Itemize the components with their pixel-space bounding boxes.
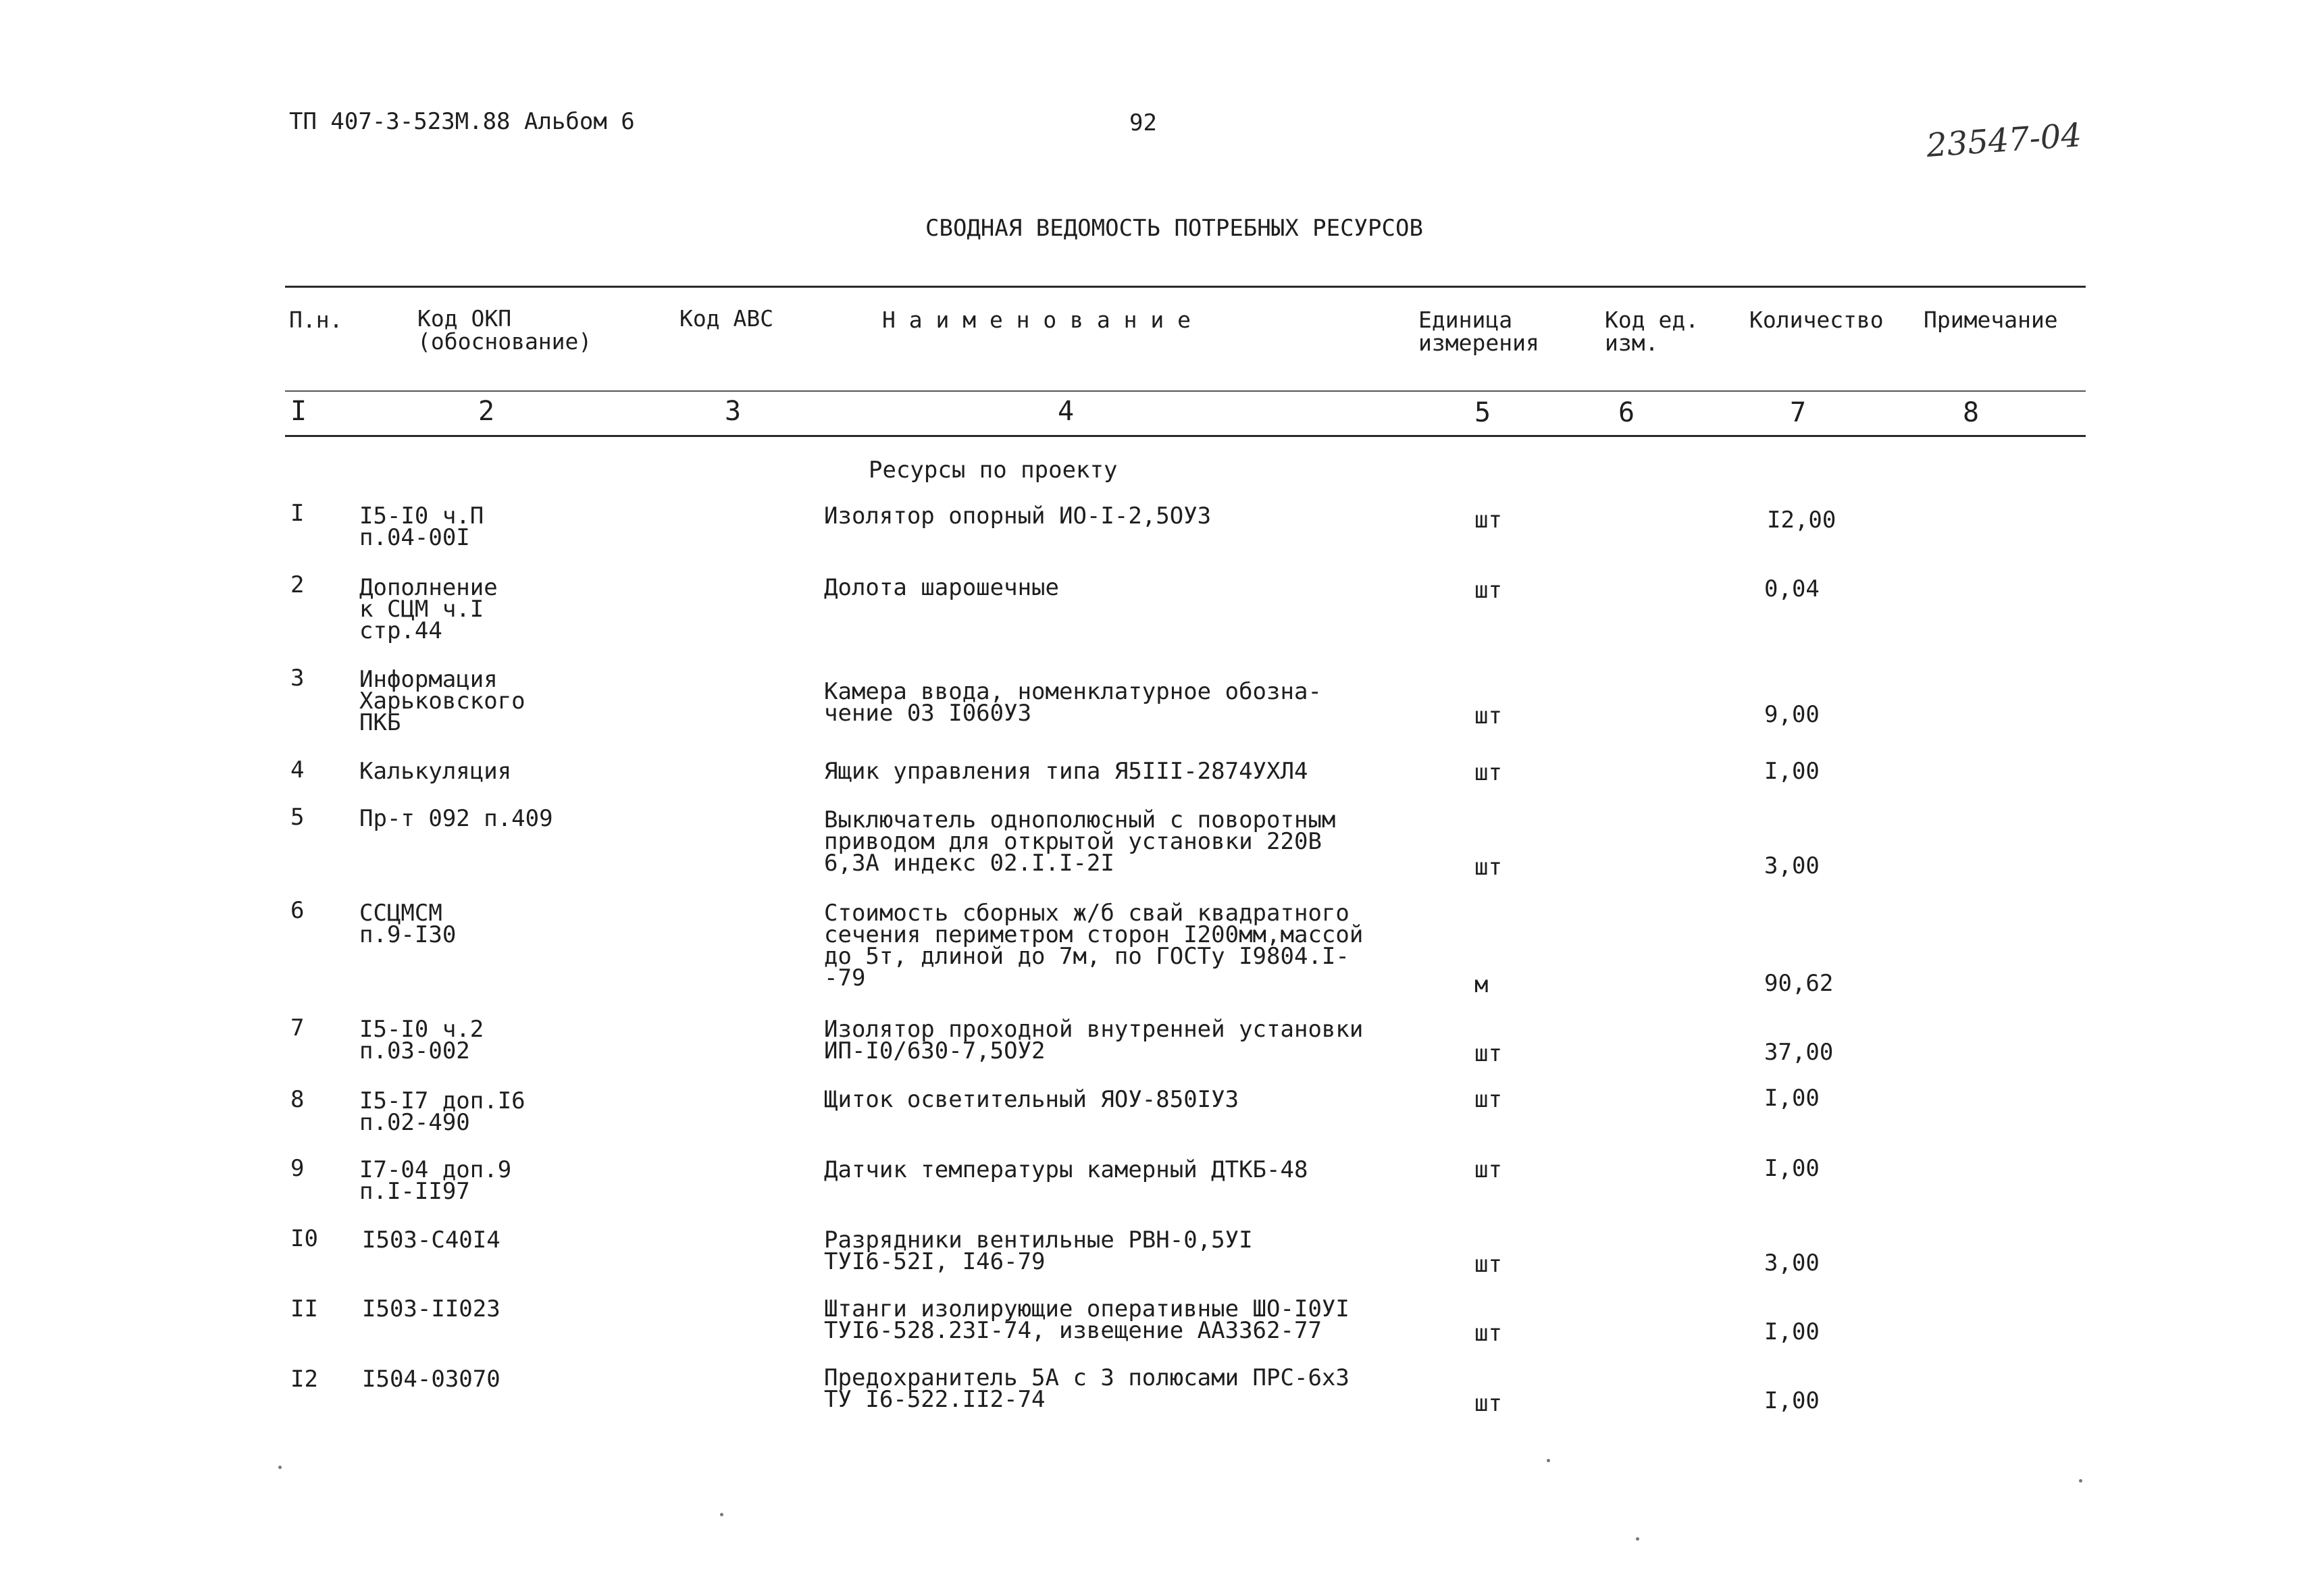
header-abc: Код АВС xyxy=(679,305,774,332)
row-1-qty: I2,00 xyxy=(1767,507,1836,534)
row-3-name: Камера ввода, номенклатурное обозна- чение 03 I060У3 xyxy=(824,678,1322,727)
row-2-unit: шт xyxy=(1474,577,1502,604)
row-5-unit: шт xyxy=(1474,854,1502,881)
row-10-pn: I0 xyxy=(290,1225,318,1252)
row-7-unit: шт xyxy=(1474,1040,1502,1067)
column-number-5: 5 xyxy=(1474,397,1491,428)
row-6-okp: ССЦМСМ п.9-I30 xyxy=(359,900,457,948)
row-4-pn: 4 xyxy=(290,756,305,783)
header-pn: П.н. xyxy=(289,307,343,333)
row-6-qty: 90,62 xyxy=(1764,970,1834,997)
row-6-name: Стоимость сборных ж/б свай квадратного сечения периметром сторон I200мм,массой до 5т, длиной до 7м, по ГОСТу I9804.I- -79 xyxy=(824,900,1364,992)
column-numbers-bottom-rule xyxy=(285,435,2086,437)
row-11-pn: II xyxy=(290,1295,318,1322)
row-10-qty: 3,00 xyxy=(1764,1250,1820,1277)
row-3-okp: Информация Харьковского ПКБ xyxy=(359,666,525,736)
scan-speck xyxy=(2079,1479,2082,1483)
row-1-pn: I xyxy=(290,500,305,527)
column-number-4: 4 xyxy=(1058,396,1075,427)
row-11-qty: I,00 xyxy=(1764,1318,1820,1345)
row-6-unit: м xyxy=(1474,971,1489,998)
row-1-okp: I5-I0 ч.П п.04-00I xyxy=(359,503,484,551)
row-5-name: Выключатель однополюсный с поворотным приводом для открытой установки 220В 6,3А индекс 02.I.I-2I xyxy=(824,806,1336,877)
scan-speck xyxy=(720,1513,723,1516)
row-5-pn: 5 xyxy=(290,804,305,831)
row-11-unit: шт xyxy=(1474,1320,1502,1347)
column-number-8: 8 xyxy=(1963,397,1980,428)
header-bottom-rule xyxy=(285,390,2086,392)
row-8-pn: 8 xyxy=(290,1086,305,1113)
row-9-qty: I,00 xyxy=(1764,1155,1820,1182)
row-7-name: Изолятор проходной внутренней установки ИП-I0/630-7,5ОУ2 xyxy=(824,1016,1364,1064)
row-11-okp: I503-II023 xyxy=(362,1295,500,1322)
row-9-pn: 9 xyxy=(290,1155,305,1182)
row-4-unit: шт xyxy=(1474,759,1502,786)
column-number-3: 3 xyxy=(725,396,742,427)
row-4-qty: I,00 xyxy=(1764,758,1820,785)
header-name: Н а и м е н о в а н и е xyxy=(882,307,1191,333)
row-1-name: Изолятор опорный ИО-I-2,5ОУ3 xyxy=(824,503,1212,530)
row-10-okp: I503-C40I4 xyxy=(362,1227,500,1254)
column-number-6: 6 xyxy=(1618,397,1635,428)
row-3-qty: 9,00 xyxy=(1764,701,1820,728)
scan-speck xyxy=(1636,1537,1639,1541)
section-title: Ресурсы по проекту xyxy=(869,457,1118,484)
row-2-name: Долота шарошечные xyxy=(824,574,1059,601)
row-5-okp: Пр-т 092 п.409 xyxy=(359,805,553,832)
row-12-name: Предохранитель 5А с 3 полюсами ПРС-6х3 ТУ I6-522.II2-74 xyxy=(824,1364,1349,1413)
row-7-qty: 37,00 xyxy=(1764,1039,1834,1066)
header-unitcode: Код ед. изм. xyxy=(1605,307,1699,356)
row-8-name: Щиток осветительный ЯОУ-850IУ3 xyxy=(824,1086,1239,1113)
column-number-7: 7 xyxy=(1790,397,1807,428)
row-5-qty: 3,00 xyxy=(1764,852,1820,879)
page-number: 92 xyxy=(1129,109,1157,136)
header-note: Примечание xyxy=(1924,307,2058,333)
row-6-pn: 6 xyxy=(290,897,305,924)
row-7-okp: I5-I0 ч.2 п.03-002 xyxy=(359,1016,484,1064)
row-10-unit: шт xyxy=(1474,1251,1502,1278)
row-9-unit: шт xyxy=(1474,1156,1502,1183)
table-top-rule xyxy=(285,286,2086,288)
header-unit: Единица измерения xyxy=(1418,307,1539,356)
document-title: СВОДНАЯ ВЕДОМОСТЬ ПОТРЕБНЫХ РЕСУРСОВ xyxy=(925,215,1423,242)
column-number-2: 2 xyxy=(478,396,495,427)
header-okp: Код ОКП (обоснование) xyxy=(417,305,592,355)
row-12-okp: I504-03070 xyxy=(362,1366,500,1393)
row-9-name: Датчик температуры камерный ДТКБ-48 xyxy=(824,1156,1308,1183)
row-12-qty: I,00 xyxy=(1764,1387,1820,1414)
row-12-pn: I2 xyxy=(290,1366,318,1393)
row-2-okp: Дополнение к СЦМ ч.I стр.44 xyxy=(359,574,498,644)
row-12-unit: шт xyxy=(1474,1390,1502,1417)
row-8-okp: I5-I7 доп.I6 п.02-490 xyxy=(359,1087,525,1136)
handwritten-code: 23547-04 xyxy=(1925,116,2083,165)
row-2-pn: 2 xyxy=(290,571,305,598)
row-3-unit: шт xyxy=(1474,702,1502,729)
row-4-okp: Калькуляция xyxy=(359,758,512,785)
row-3-pn: 3 xyxy=(290,665,305,692)
document-series: ТП 407-3-523М.88 Альбом 6 xyxy=(289,108,635,135)
column-number-1: I xyxy=(290,396,307,427)
scan-speck xyxy=(278,1466,282,1469)
header-qty: Количество xyxy=(1749,307,1884,333)
row-2-qty: 0,04 xyxy=(1764,575,1820,602)
scan-speck xyxy=(1547,1459,1550,1462)
row-8-unit: шт xyxy=(1474,1086,1502,1113)
row-11-name: Штанги изолирующие оперативные ШО-I0УI ТУI6-528.23I-74, извещение АА3362-77 xyxy=(824,1295,1349,1344)
row-9-okp: I7-04 доп.9 п.I-II97 xyxy=(359,1156,512,1205)
row-7-pn: 7 xyxy=(290,1014,305,1041)
row-4-name: Ящик управления типа Я5III-2874УХЛ4 xyxy=(824,758,1308,785)
row-1-unit: шт xyxy=(1474,507,1502,534)
row-8-qty: I,00 xyxy=(1764,1085,1820,1112)
row-10-name: Разрядники вентильные РВН-0,5УI ТУI6-52I, I46-79 xyxy=(824,1227,1253,1275)
